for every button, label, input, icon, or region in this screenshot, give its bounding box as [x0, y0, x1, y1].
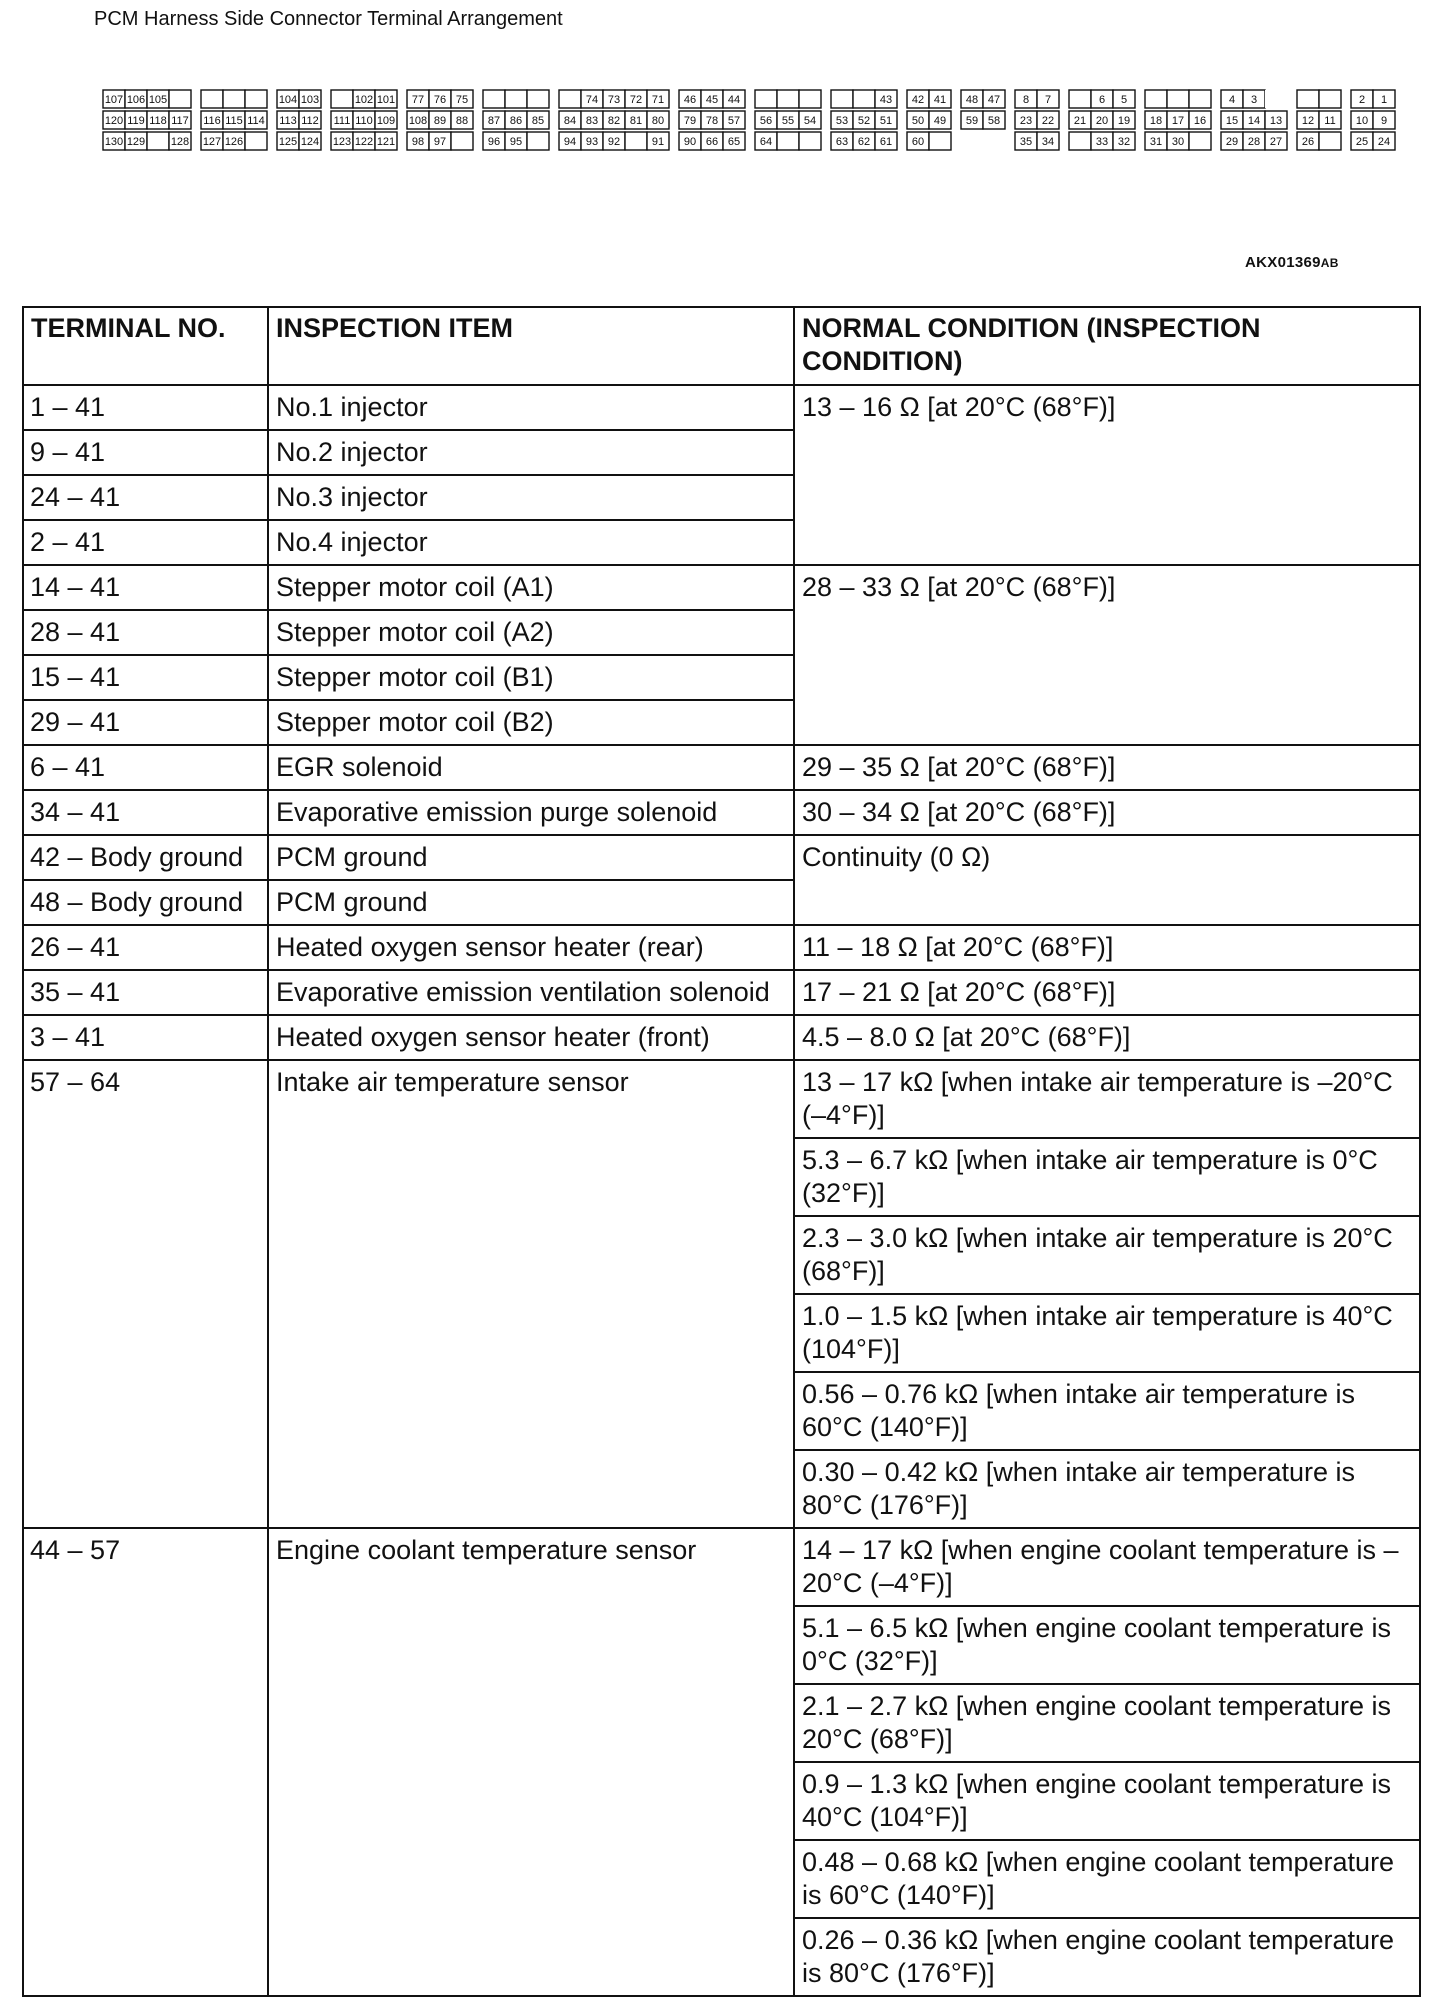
normal-condition-cell: 0.56 – 0.76 kΩ [when intake air temperature is 60°C (140°F)]	[794, 1372, 1420, 1450]
connector-cell	[1319, 90, 1341, 108]
terminal-number: 93	[585, 136, 599, 148]
terminal-number: 72	[629, 94, 643, 106]
normal-condition-cell: 0.30 – 0.42 kΩ [when intake air temperature is 80°C (176°F)]	[794, 1450, 1420, 1528]
terminal-number: 80	[651, 115, 665, 127]
terminal-number: 30	[1171, 136, 1185, 148]
terminal-number: 29	[1225, 136, 1239, 148]
terminal-number: 104	[278, 94, 298, 106]
inspection-item-cell: Evaporative emission ventilation solenoid	[268, 970, 794, 1015]
terminal-number: 43	[879, 94, 893, 106]
inspection-item-cell: No.1 injector	[268, 385, 794, 430]
terminal-number: 49	[933, 115, 947, 127]
terminal-number: 94	[563, 136, 577, 148]
table-row	[23, 745, 1420, 790]
connector-cell	[755, 90, 777, 108]
table-row	[23, 1015, 1420, 1060]
terminal-number: 11	[1324, 115, 1336, 127]
inspection-item-cell: EGR solenoid	[268, 745, 794, 790]
terminal-number: 74	[585, 94, 599, 106]
connector-cell	[505, 90, 527, 108]
table-header-row	[23, 307, 1420, 385]
terminal-number: 120	[104, 115, 124, 127]
terminal-number: 101	[376, 94, 396, 106]
terminal-number: 13	[1269, 115, 1283, 127]
terminal-number: 48	[965, 94, 979, 106]
terminal-number: 130	[104, 136, 124, 148]
connector-cell	[147, 132, 169, 150]
figure-id-suffix: AB	[1320, 256, 1339, 270]
connector-cell	[1145, 90, 1167, 108]
inspection-table	[22, 306, 1421, 1997]
connector-cell	[853, 90, 875, 108]
terminal-number: 88	[455, 115, 469, 127]
terminal-number: 102	[354, 94, 374, 106]
connector-cell	[777, 90, 799, 108]
terminal-number: 119	[127, 115, 145, 127]
terminal-number: 92	[607, 136, 621, 148]
terminal-number: 97	[433, 136, 447, 148]
inspection-item-cell: No.4 injector	[268, 520, 794, 565]
terminal-number: 122	[354, 136, 374, 148]
terminal-number: 42	[911, 94, 925, 106]
normal-condition-cell: 28 – 33 Ω [at 20°C (68°F)]	[794, 565, 1420, 745]
terminal-number: 123	[332, 136, 352, 148]
connector-cell	[1167, 90, 1189, 108]
terminal-number: 91	[651, 136, 665, 148]
connector-terminal-diagram	[102, 88, 1405, 158]
terminal-number: 117	[171, 115, 189, 127]
terminal-number: 41	[933, 94, 947, 106]
header-normal-condition: NORMAL CONDITION (INSPECTION CONDITION)	[794, 307, 1420, 385]
terminal-cell: 26 – 41	[23, 925, 268, 970]
terminal-number: 58	[987, 115, 1001, 127]
terminal-number: 71	[651, 94, 665, 106]
inspection-item-cell: PCM ground	[268, 880, 794, 925]
terminal-number: 76	[433, 94, 447, 106]
terminal-number: 44	[727, 94, 741, 106]
terminal-number: 129	[126, 136, 146, 148]
normal-condition-cell: 2.3 – 3.0 kΩ [when intake air temperature is 20°C (68°F)]	[794, 1216, 1420, 1294]
connector-cell	[451, 132, 473, 150]
connector-cell	[331, 90, 353, 108]
connector-cell	[559, 90, 581, 108]
normal-condition-cell: 17 – 21 Ω [at 20°C (68°F)]	[794, 970, 1420, 1015]
connector-cell	[1069, 132, 1091, 150]
normal-condition-cell: 29 – 35 Ω [at 20°C (68°F)]	[794, 745, 1420, 790]
terminal-number: 17	[1171, 115, 1185, 127]
terminal-cell: 3 – 41	[23, 1015, 268, 1060]
inspection-item-cell: Stepper motor coil (B1)	[268, 655, 794, 700]
terminal-number: 82	[607, 115, 621, 127]
terminal-number: 115	[225, 115, 243, 127]
terminal-number: 78	[705, 115, 719, 127]
terminal-number: 50	[911, 115, 925, 127]
table-row	[23, 385, 1420, 430]
terminal-number: 60	[911, 136, 925, 148]
terminal-number: 109	[376, 115, 396, 127]
terminal-number: 3	[1250, 94, 1258, 106]
terminal-number: 20	[1095, 115, 1109, 127]
connector-cell	[1319, 132, 1341, 150]
connector-cell	[831, 90, 853, 108]
inspection-item-cell: Stepper motor coil (B2)	[268, 700, 794, 745]
connector-cell	[169, 90, 191, 108]
connector-cell	[483, 90, 505, 108]
connector-cell	[201, 90, 223, 108]
connector-cell	[777, 132, 799, 150]
terminal-number: 24	[1377, 136, 1391, 148]
connector-cell	[527, 132, 549, 150]
terminal-number: 83	[585, 115, 599, 127]
terminal-number: 21	[1073, 115, 1087, 127]
terminal-number: 55	[781, 115, 795, 127]
terminal-cell: 44 – 57	[23, 1528, 268, 1996]
terminal-number: 112	[301, 115, 319, 127]
terminal-cell: 14 – 41	[23, 565, 268, 610]
terminal-number: 79	[683, 115, 697, 127]
terminal-number: 54	[803, 115, 817, 127]
terminal-number: 32	[1117, 136, 1131, 148]
terminal-number: 46	[683, 94, 697, 106]
terminal-cell: 15 – 41	[23, 655, 268, 700]
terminal-number: 22	[1041, 115, 1055, 127]
terminal-number: 33	[1095, 136, 1109, 148]
terminal-number: 114	[247, 115, 265, 127]
terminal-number: 64	[759, 136, 773, 148]
terminal-cell: 29 – 41	[23, 700, 268, 745]
terminal-number: 10	[1355, 115, 1369, 127]
normal-condition-cell: 4.5 – 8.0 Ω [at 20°C (68°F)]	[794, 1015, 1420, 1060]
terminal-number: 5	[1120, 94, 1128, 106]
terminal-number: 105	[148, 94, 168, 106]
table-row	[23, 970, 1420, 1015]
terminal-number: 28	[1247, 136, 1261, 148]
table-row	[23, 1528, 1420, 1606]
terminal-number: 63	[835, 136, 849, 148]
terminal-number: 89	[433, 115, 447, 127]
terminal-number: 87	[487, 115, 501, 127]
terminal-cell: 48 – Body ground	[23, 880, 268, 925]
terminal-number: 73	[607, 94, 621, 106]
inspection-item-cell: No.3 injector	[268, 475, 794, 520]
terminal-number: 35	[1019, 136, 1033, 148]
normal-condition-cell: 5.1 – 6.5 kΩ [when engine coolant temperature is 0°C (32°F)]	[794, 1606, 1420, 1684]
normal-condition-cell: 5.3 – 6.7 kΩ [when intake air temperature is 0°C (32°F)]	[794, 1138, 1420, 1216]
terminal-cell: 35 – 41	[23, 970, 268, 1015]
terminal-cell: 28 – 41	[23, 610, 268, 655]
terminal-number: 84	[563, 115, 577, 127]
terminal-cell: 57 – 64	[23, 1060, 268, 1528]
terminal-number: 27	[1269, 136, 1283, 148]
terminal-number: 8	[1022, 94, 1030, 106]
connector-cell	[799, 132, 821, 150]
normal-condition-cell: 0.9 – 1.3 kΩ [when engine coolant temperature is 40°C (104°F)]	[794, 1762, 1420, 1840]
terminal-number: 90	[683, 136, 697, 148]
inspection-item-cell: Engine coolant temperature sensor	[268, 1528, 794, 1996]
terminal-number: 47	[987, 94, 1001, 106]
terminal-number: 65	[727, 136, 741, 148]
inspection-item-cell: PCM ground	[268, 835, 794, 880]
normal-condition-cell: 30 – 34 Ω [at 20°C (68°F)]	[794, 790, 1420, 835]
terminal-number: 15	[1225, 115, 1239, 127]
terminal-number: 121	[376, 136, 396, 148]
terminal-number: 116	[203, 115, 221, 127]
terminal-number: 128	[170, 136, 190, 148]
normal-condition-cell: 14 – 17 kΩ [when engine coolant temperature is –20°C (–4°F)]	[794, 1528, 1420, 1606]
connector-cell	[223, 90, 245, 108]
inspection-item-cell: Heated oxygen sensor heater (rear)	[268, 925, 794, 970]
terminal-number: 111	[333, 115, 351, 127]
inspection-item-cell: No.2 injector	[268, 430, 794, 475]
connector-cell	[527, 90, 549, 108]
terminal-number: 26	[1301, 136, 1315, 148]
terminal-number: 51	[879, 115, 893, 127]
terminal-cell: 1 – 41	[23, 385, 268, 430]
terminal-number: 124	[300, 136, 320, 148]
terminal-number: 96	[487, 136, 501, 148]
terminal-cell: 34 – 41	[23, 790, 268, 835]
terminal-number: 4	[1228, 94, 1236, 106]
terminal-number: 18	[1149, 115, 1163, 127]
terminal-number: 34	[1041, 136, 1055, 148]
terminal-number: 62	[857, 136, 871, 148]
terminal-cell: 2 – 41	[23, 520, 268, 565]
normal-condition-cell: 11 – 18 Ω [at 20°C (68°F)]	[794, 925, 1420, 970]
terminal-number: 45	[705, 94, 719, 106]
connector-cell	[1069, 90, 1091, 108]
normal-condition-cell: 1.0 – 1.5 kΩ [when intake air temperature is 40°C (104°F)]	[794, 1294, 1420, 1372]
terminal-number: 59	[965, 115, 979, 127]
connector-cell	[929, 132, 951, 150]
table-row	[23, 790, 1420, 835]
terminal-number: 2	[1358, 94, 1366, 106]
connector-cell	[245, 90, 267, 108]
table-row	[23, 925, 1420, 970]
connector-cell	[1189, 132, 1211, 150]
terminal-number: 14	[1247, 115, 1261, 127]
connector-cell	[625, 132, 647, 150]
terminal-number: 75	[455, 94, 469, 106]
terminal-number: 125	[278, 136, 298, 148]
page-caption: PCM Harness Side Connector Terminal Arrangement	[94, 8, 563, 30]
table-row	[23, 565, 1420, 610]
normal-condition-cell: 0.26 – 0.36 kΩ [when engine coolant temperature is 80°C (176°F)]	[794, 1918, 1420, 1996]
terminal-cell: 9 – 41	[23, 430, 268, 475]
terminal-number: 52	[857, 115, 871, 127]
inspection-item-cell: Intake air temperature sensor	[268, 1060, 794, 1528]
table-row	[23, 835, 1420, 880]
terminal-number: 7	[1044, 94, 1052, 106]
inspection-item-cell: Stepper motor coil (A1)	[268, 565, 794, 610]
connector-cell	[245, 132, 267, 150]
connector-cell	[1297, 90, 1319, 108]
terminal-cell: 42 – Body ground	[23, 835, 268, 880]
terminal-number: 25	[1355, 136, 1369, 148]
terminal-number: 9	[1380, 115, 1388, 127]
terminal-number: 118	[149, 115, 167, 127]
terminal-number: 81	[629, 115, 643, 127]
terminal-number: 12	[1301, 115, 1315, 127]
terminal-number: 108	[408, 115, 428, 127]
terminal-cell: 24 – 41	[23, 475, 268, 520]
figure-id	[1245, 254, 1339, 271]
terminal-number: 110	[355, 115, 373, 127]
connector-cell	[1189, 90, 1211, 108]
terminal-number: 57	[727, 115, 741, 127]
terminal-number: 31	[1149, 136, 1163, 148]
inspection-item-cell: Stepper motor coil (A2)	[268, 610, 794, 655]
header-inspection-item: INSPECTION ITEM	[268, 307, 794, 385]
normal-condition-cell: 0.48 – 0.68 kΩ [when engine coolant temperature is 60°C (140°F)]	[794, 1840, 1420, 1918]
normal-condition-cell: 13 – 17 kΩ [when intake air temperature is –20°C (–4°F)]	[794, 1060, 1420, 1138]
inspection-item-cell: Heated oxygen sensor heater (front)	[268, 1015, 794, 1060]
terminal-number: 98	[411, 136, 425, 148]
terminal-number: 6	[1098, 94, 1106, 106]
terminal-number: 66	[705, 136, 719, 148]
normal-condition-cell: Continuity (0 Ω)	[794, 835, 1420, 925]
connector-cell	[799, 90, 821, 108]
terminal-number: 85	[531, 115, 545, 127]
terminal-number: 77	[411, 94, 425, 106]
terminal-number: 23	[1019, 115, 1033, 127]
terminal-number: 16	[1193, 115, 1207, 127]
connector-cell	[1265, 90, 1287, 108]
terminal-number: 53	[835, 115, 849, 127]
table-row	[23, 1060, 1420, 1138]
normal-condition-cell: 13 – 16 Ω [at 20°C (68°F)]	[794, 385, 1420, 565]
figure-id-main: AKX01369	[1245, 254, 1321, 271]
terminal-number: 56	[759, 115, 773, 127]
terminal-number: 61	[879, 136, 893, 148]
terminal-number: 95	[509, 136, 523, 148]
terminal-number: 106	[126, 94, 146, 106]
terminal-number: 19	[1117, 115, 1131, 127]
terminal-number: 127	[202, 136, 222, 148]
normal-condition-cell: 2.1 – 2.7 kΩ [when engine coolant temperature is 20°C (68°F)]	[794, 1684, 1420, 1762]
terminal-number: 86	[509, 115, 523, 127]
terminal-cell: 6 – 41	[23, 745, 268, 790]
terminal-number: 113	[279, 115, 297, 127]
terminal-number: 103	[300, 94, 320, 106]
inspection-item-cell: Evaporative emission purge solenoid	[268, 790, 794, 835]
terminal-number: 107	[104, 94, 124, 106]
terminal-number: 126	[224, 136, 244, 148]
header-terminal-no: TERMINAL NO.	[23, 307, 268, 385]
terminal-number: 1	[1380, 94, 1388, 106]
